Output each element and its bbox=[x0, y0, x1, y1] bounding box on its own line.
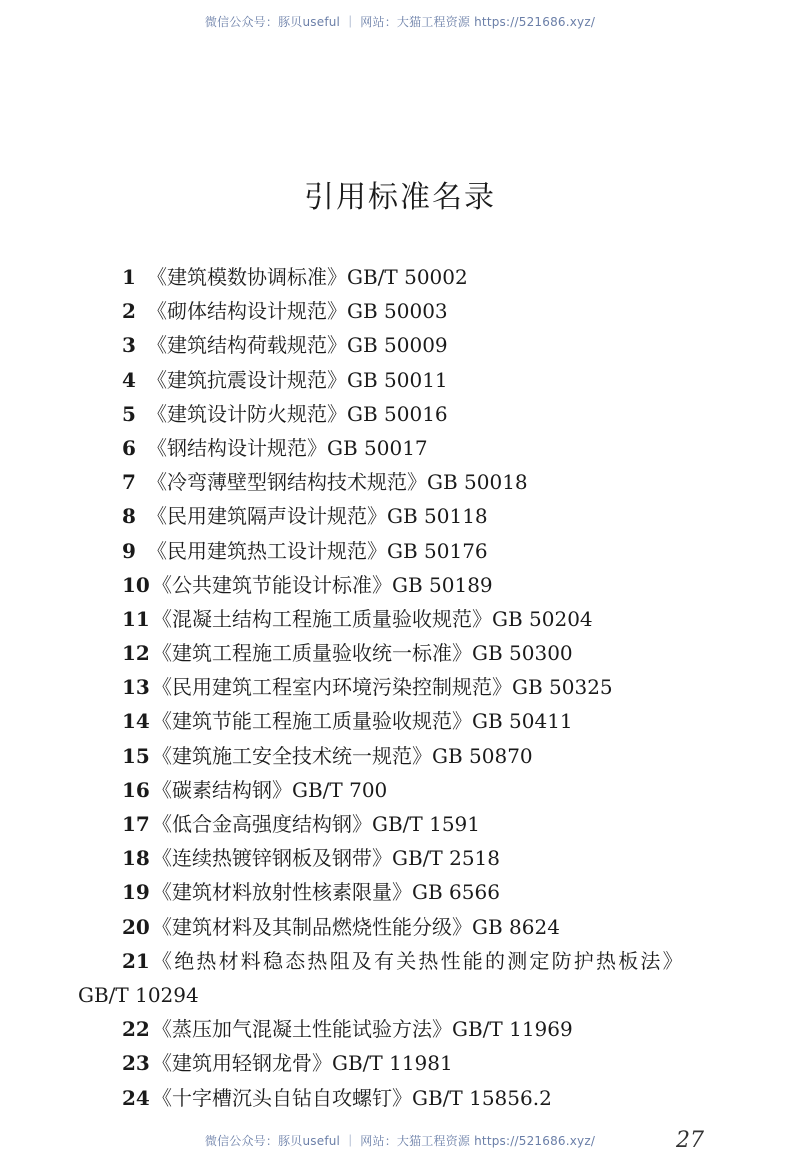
item-number: 14 bbox=[122, 709, 150, 734]
list-item bbox=[0, 773, 800, 807]
item-number: 18 bbox=[122, 846, 150, 871]
item-number: 8 bbox=[122, 504, 136, 529]
list-item bbox=[0, 465, 800, 499]
item-text: 《建筑材料放射性核素限量》GB 6566 bbox=[152, 880, 500, 905]
item-number: 22 bbox=[122, 1017, 150, 1042]
item-text: 《建筑用轻钢龙骨》GB/T 11981 bbox=[152, 1051, 453, 1076]
list-item bbox=[0, 636, 800, 670]
list-item bbox=[0, 260, 800, 294]
list-item bbox=[0, 739, 800, 773]
list-item bbox=[0, 534, 800, 568]
item-text: 《绝热材料稳态热阻及有关热性能的测定防护热板法》 bbox=[152, 948, 685, 973]
item-number: 3 bbox=[122, 333, 136, 358]
item-number: 20 bbox=[122, 914, 150, 939]
item-number: 10 bbox=[122, 572, 150, 597]
item-text: 《民用建筑工程室内环境污染控制规范》GB 50325 bbox=[152, 675, 613, 700]
list-item bbox=[0, 910, 800, 944]
item-text: 《十字槽沉头自钻自攻螺钉》GB/T 15856.2 bbox=[152, 1085, 552, 1110]
item-text: 《低合金高强度结构钢》GB/T 1591 bbox=[152, 812, 481, 836]
item-number: 16 bbox=[122, 777, 150, 802]
list-item bbox=[0, 944, 800, 1012]
item-text: 《建筑材料及其制品燃烧性能分级》GB 8624 bbox=[152, 914, 560, 939]
item-text: 《碳素结构钢》GB/T 700 bbox=[152, 777, 388, 802]
list-item bbox=[0, 1046, 800, 1080]
item-text: 《公共建筑节能设计标准》GB 50189 bbox=[152, 572, 493, 597]
list-item bbox=[0, 841, 800, 875]
item-number: 7 bbox=[122, 470, 136, 495]
item-text: 《建筑结构荷载规范》GB 50009 bbox=[147, 333, 448, 358]
item-text: 《砌体结构设计规范》GB 50003 bbox=[147, 299, 448, 324]
list-item bbox=[0, 397, 800, 431]
item-number: 9 bbox=[122, 538, 136, 563]
list-item bbox=[0, 363, 800, 397]
item-text: 《建筑设计防火规范》GB 50016 bbox=[147, 401, 448, 426]
item-text: 《建筑抗震设计规范》GB 50011 bbox=[147, 367, 448, 392]
item-number: 19 bbox=[122, 880, 150, 905]
item-text: 《冷弯薄壁型钢结构技术规范》GB 50018 bbox=[147, 470, 528, 495]
item-text: 《建筑施工安全技术统一规范》GB 50870 bbox=[152, 743, 533, 768]
item-number: 4 bbox=[122, 367, 136, 392]
item-text: 《混凝土结构工程施工质量验收规范》GB 50204 bbox=[152, 606, 593, 631]
item-number: 11 bbox=[122, 606, 150, 631]
item-number: 23 bbox=[122, 1051, 150, 1076]
list-item bbox=[0, 670, 800, 704]
watermark-bottom: 微信公众号：豚贝useful ｜ 网站：大猫工程资源 https://521686.xyz/ bbox=[204, 1134, 596, 1148]
list-item bbox=[0, 807, 800, 841]
page-number: 27 bbox=[676, 1128, 704, 1153]
list-item bbox=[0, 602, 800, 636]
list-item bbox=[0, 704, 800, 738]
item-number: 6 bbox=[122, 435, 136, 460]
item-text: 《钢结构设计规范》GB 50017 bbox=[147, 435, 428, 460]
item-text: 《民用建筑隔声设计规范》GB 50118 bbox=[147, 504, 488, 529]
reference-list bbox=[0, 260, 800, 1115]
item-number: 21 bbox=[122, 948, 150, 973]
item-number: 2 bbox=[122, 299, 136, 324]
item-text: 《连续热镀锌钢板及钢带》GB/T 2518 bbox=[152, 846, 501, 871]
item-text: 《蒸压加气混凝土性能试验方法》GB/T 11969 bbox=[152, 1017, 573, 1042]
item-number: 15 bbox=[122, 743, 150, 768]
item-code-continuation: GB/T 10294 bbox=[78, 982, 199, 1007]
watermark-top: 微信公众号：豚贝useful ｜ 网站：大猫工程资源 https://521686.xyz/ bbox=[204, 15, 596, 29]
item-number: 17 bbox=[122, 812, 150, 836]
list-item bbox=[0, 1081, 800, 1115]
item-number: 24 bbox=[122, 1085, 150, 1110]
item-number: 13 bbox=[122, 675, 150, 700]
list-item bbox=[0, 499, 800, 533]
list-item bbox=[0, 431, 800, 465]
item-number: 1 bbox=[122, 265, 136, 289]
item-number: 5 bbox=[122, 401, 136, 426]
list-item bbox=[0, 294, 800, 328]
item-text: 《民用建筑热工设计规范》GB 50176 bbox=[147, 538, 488, 563]
item-text: 《建筑工程施工质量验收统一标准》GB 50300 bbox=[152, 641, 573, 666]
item-text: 《建筑节能工程施工质量验收规范》GB 50411 bbox=[152, 709, 573, 734]
page-title: 引用标准名录 bbox=[304, 180, 496, 215]
list-item bbox=[0, 568, 800, 602]
item-number: 12 bbox=[122, 641, 150, 666]
list-item bbox=[0, 328, 800, 362]
item-text: 《建筑模数协调标准》GB/T 50002 bbox=[147, 265, 468, 289]
list-item bbox=[0, 1012, 800, 1046]
list-item bbox=[0, 875, 800, 909]
